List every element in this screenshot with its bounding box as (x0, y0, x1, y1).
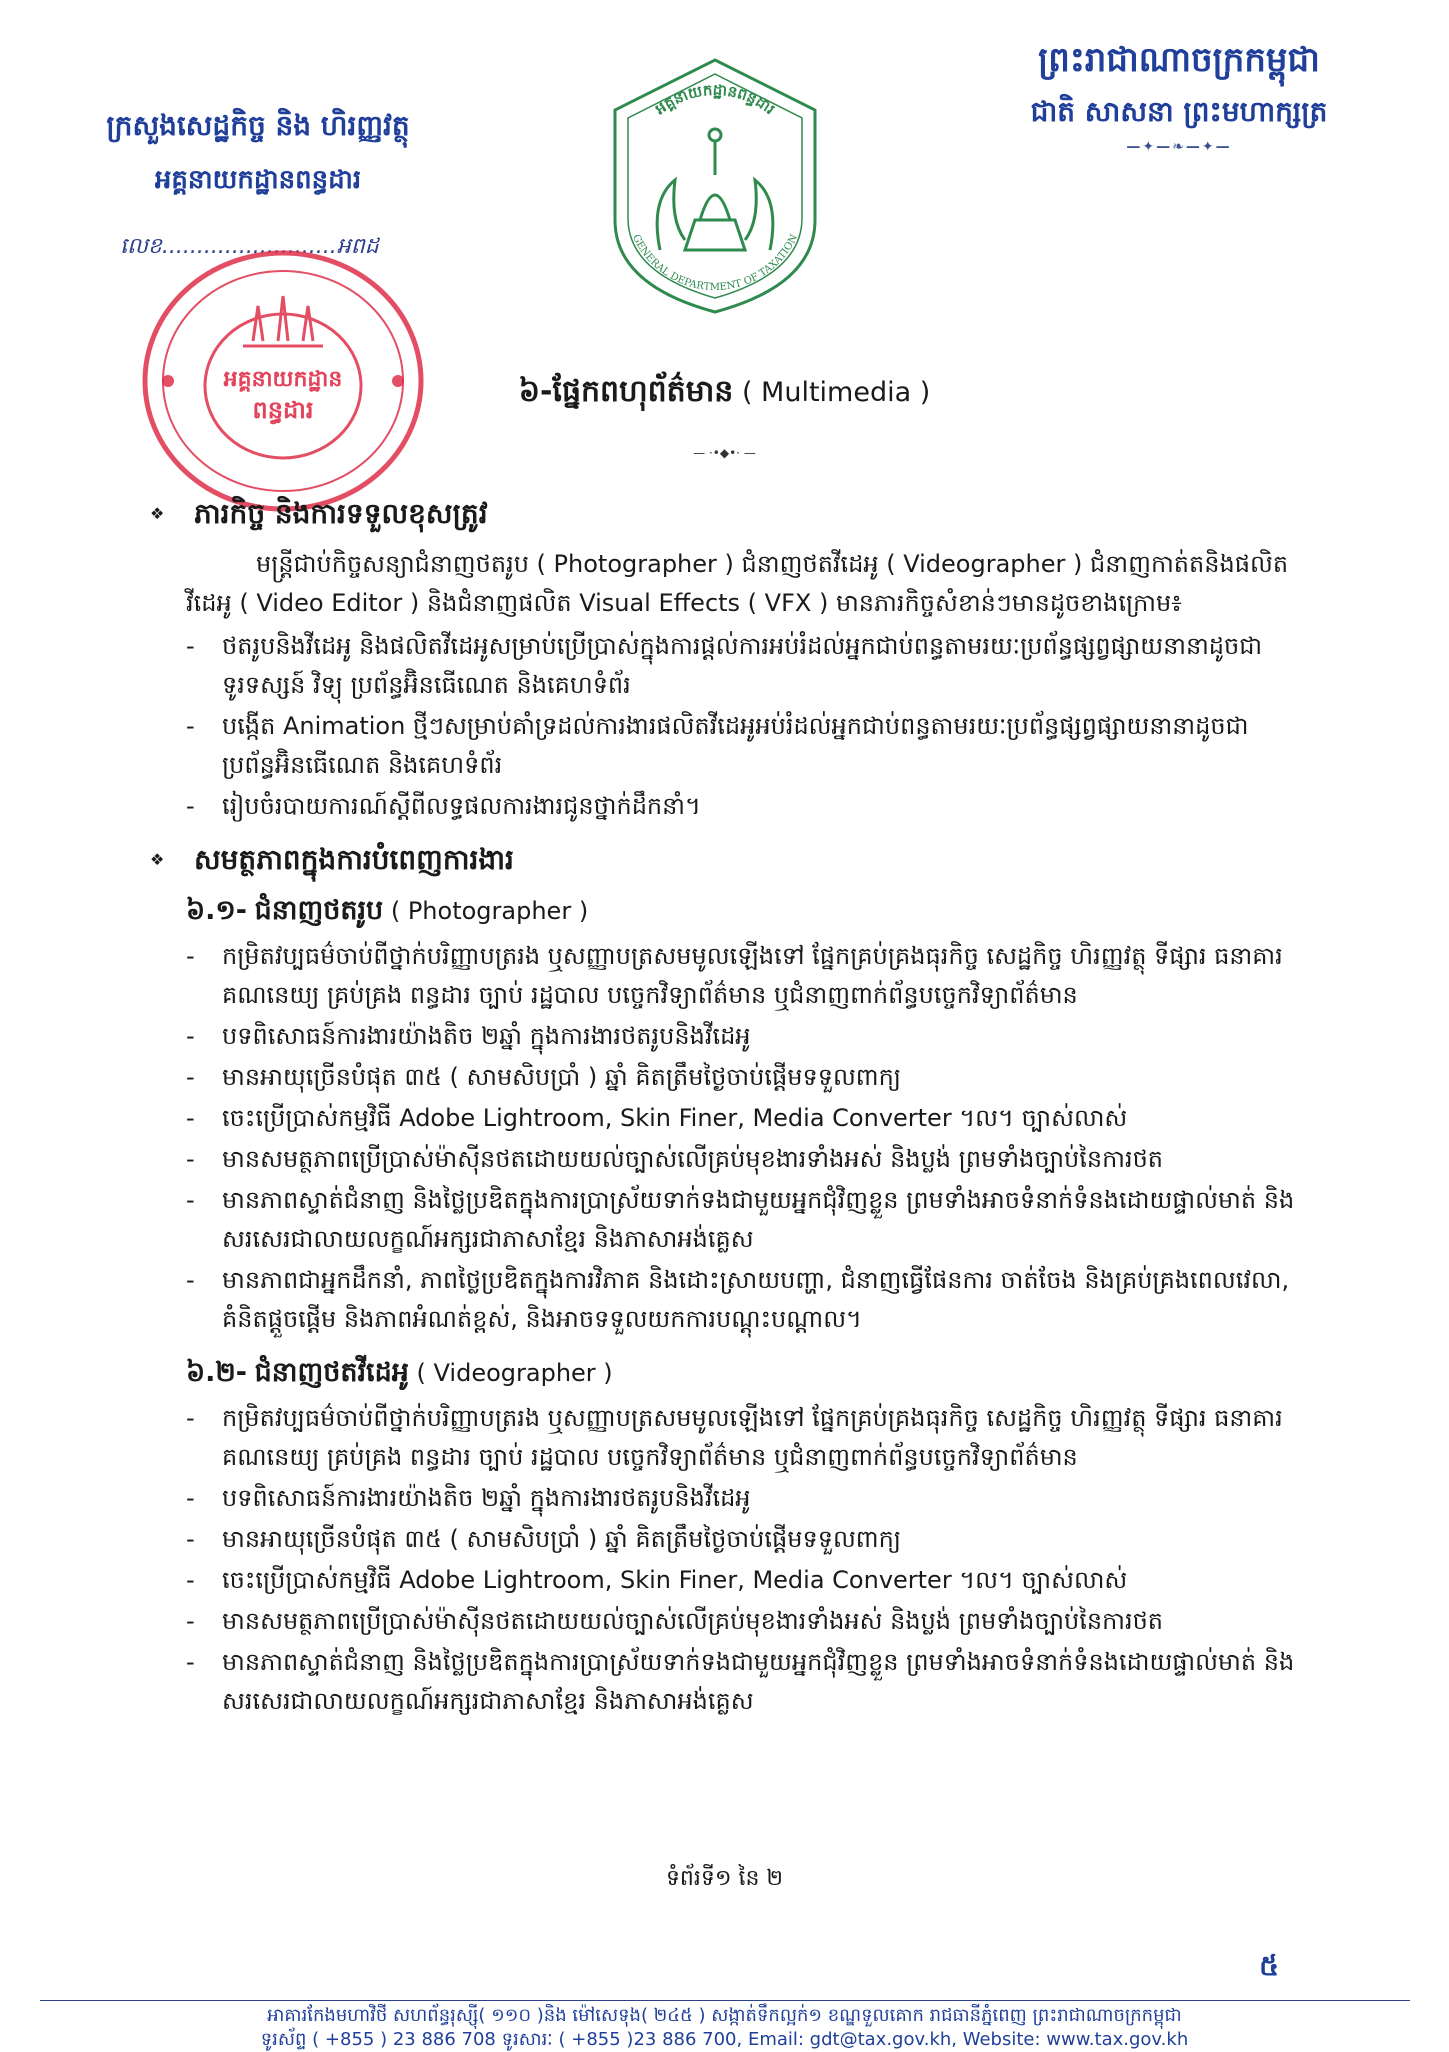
emblem-icon (600, 50, 830, 320)
list-item: - ចេះប្រើប្រាស់កម្មវិធី Adobe Lightroom, Skin Finer, Media Converter ។ល។ ច្បាស់លាស់ (186, 1561, 1320, 1600)
list-item: - បទពិសោធន៍ការងារយ៉ាងតិច ២ឆ្នាំ ក្នុងការងារថតរូបនិងវីដេអូ (186, 1017, 1320, 1056)
subsection-title: ជំនាញថតរូប (254, 895, 384, 926)
kingdom-ornament: —✦—❧—✦— (1126, 139, 1232, 155)
subsection-english: ( Photographer ) (390, 897, 589, 925)
title-english: ( Multimedia ) (741, 377, 931, 408)
list-item: - បង្កើត Animation ថ្មីៗសម្រាប់គាំទ្រដល់ការងារផលិតវីដេអូអប់រំដល់អ្នកជាប់ពន្ធតាមរយៈប្រព័ន្ធផ្សព្វផ្សាយនានាដូចជា ប្រព័ន្ធអ៊ិនធើណេត និងគេហទំព័រ (186, 707, 1320, 785)
list-item: - មានភាពស្ទាត់ជំនាញ និងថ្លៃប្រឌិតក្នុងការប្រាស្រ័យទាក់ទងជាមួយអ្នកជុំវិញខ្លួន ព្រមទាំងអាចទំនាក់ទំនងដោយផ្ទាល់មាត់ និងសរសេរជាលាយលក្ខណ៍អក្សរជាភាសាខ្មែរ និងភាសាអង់គ្លេស (186, 1643, 1320, 1721)
footer-address: អាគារកែងមហាវិថី សហព័ន្ធរុស្ស៊ី( ១១០ )និង ម៉ៅសេទុង( ២៤៥ ) សង្កាត់ទឹកល្អក់១ ខណ្ឌទួលគោក រាជធានីភ្នំពេញ ព្រះរាជាណាចក្រកម្ពុជា (267, 2005, 1182, 2026)
list-item: - មានសមត្ថភាពប្រើប្រាស់ម៉ាស៊ីនថតដោយយល់ច្បាស់លើគ្រប់មុខងារទាំងអស់ និងប្លង់ ព្រមទាំងច្បាប់នៃការថត (186, 1140, 1320, 1179)
subsection-title: ជំនាញថតវីដេអូ (254, 1357, 409, 1388)
list-item: - មានសមត្ថភាពប្រើប្រាស់ម៉ាស៊ីនថតដោយយល់ច្បាស់លើគ្រប់មុខងារទាំងអស់ និងប្លង់ ព្រមទាំងច្បាប់នៃការថត (186, 1602, 1320, 1641)
videographer-requirements (186, 1399, 1320, 1721)
stamp-text-2: ពន្ធដារ (252, 396, 314, 424)
section-heading-duties (150, 494, 1320, 533)
svg-text:GENERAL DEPARTMENT OF TAXATION (630, 233, 800, 293)
list-item: - ថតរូបនិងវីដេអូ និងផលិតវីដេអូសម្រាប់ប្រើប្រាស់ក្នុងការផ្តល់ការអប់រំដល់អ្នកជាប់ពន្ធតាមរយៈប្រព័ន្ធផ្សព្វផ្សាយនានាដូចជា ទូរទស្សន៍ វិទ្យុ ប្រព័ន្ធអ៊ិនធើណេត និងគេហទំព័រ (186, 627, 1320, 705)
title-khmer: ៦-ផ្នែកពហុព័ត៌មាន (518, 374, 734, 409)
duties-list (186, 627, 1320, 826)
footer-divider (40, 2000, 1410, 2001)
list-item: - មានភាពជាអ្នកដឹកនាំ, ភាពថ្លៃប្រឌិតក្នុងការវិភាគ និងដោះស្រាយបញ្ហា, ជំនាញធ្វើផែនការ ចាត់ចែង និងគ្រប់គ្រងពេលវេលា, គំនិតផ្តួចផ្តើម និងភាពអំណត់ខ្ពស់, និងអាចទទួលយកការបណ្តុះបណ្តាល។ (186, 1261, 1320, 1339)
list-item: - កម្រិតវប្បធម៌ចាប់ពីថ្នាក់បរិញ្ញាបត្ររង ឬសញ្ញាបត្រសមមូលឡើងទៅ ផ្នែកគ្រប់គ្រងធុរកិច្ច សេដ្ឋកិច្ច ហិរញ្ញវត្ថុ ទីផ្សារ ធនាគារ គណនេយ្យ គ្រប់គ្រង ពន្ធដារ ច្បាប់ រដ្ឋបាល បច្ចេកវិទ្យាព័ត៌មាន ឬជំនាញពាក់ព័ន្ធបច្ចេកវិទ្យាព័ត៌មាន (186, 937, 1320, 1015)
subsection-heading-photographer (186, 891, 1320, 931)
kingdom-title: ព្រះរាជាណាចក្រកម្ពុជា (1038, 40, 1320, 80)
section-heading-text: សមត្ថភាពក្នុងការបំពេញការងារ (194, 843, 514, 876)
document-title (0, 372, 1449, 416)
list-item: - កម្រិតវប្បធម៌ចាប់ពីថ្នាក់បរិញ្ញាបត្ររង ឬសញ្ញាបត្រសមមូលឡើងទៅ ផ្នែកគ្រប់គ្រងធុរកិច្ច សេដ្ឋកិច្ច ហិរញ្ញវត្ថុ ទីផ្សារ ធនាគារ គណនេយ្យ គ្រប់គ្រង ពន្ធដារ ច្បាប់ រដ្ឋបាល បច្ចេកវិទ្យាព័ត៌មាន ឬជំនាញពាក់ព័ន្ធបច្ចេកវិទ្យាព័ត៌មាន (186, 1399, 1320, 1477)
document-body (150, 488, 1320, 1735)
list-item: - បទពិសោធន៍ការងារយ៉ាងតិច ២ឆ្នាំ ក្នុងការងារថតរូបនិងវីដេអូ (186, 1479, 1320, 1518)
diamond-bullet-icon: ❖ (150, 850, 165, 869)
department-emblem (600, 50, 830, 320)
kingdom-motto: ជាតិ សាសនា ព្រះមហាក្សត្រ (1030, 95, 1328, 128)
section-heading-text: ភារកិច្ច និងការទទួលខុសត្រូវ (194, 497, 488, 530)
kingdom-header (969, 38, 1389, 155)
emblem-bottom-text: GENERAL DEPARTMENT OF TAXATION (629, 232, 801, 294)
page-number: ទំព័រទី១ នៃ ២ (665, 1866, 784, 1891)
photographer-requirements (186, 937, 1320, 1339)
list-item: - រៀបចំរបាយការណ៍ស្តីពីលទ្ធផលការងារជូនថ្នាក់ដឹកនាំ។ (186, 787, 1320, 826)
subsection-number: ៦.២- (186, 1357, 248, 1388)
footer-contact: ទូរស័ព្ទ ( +855 ) 23 886 708 ទូរសារៈ ( +855 )23 886 700, Email: gdt@tax.gov.kh, Website: www.tax.gov.kh (260, 2029, 1189, 2050)
duties-intro: មន្ត្រីជាប់កិច្ចសន្យាជំនាញថតរូប ( Photographer ) ជំនាញថតវីដេអូ ( Videographer ) ជំនាញកាត់តនិងផលិតវីដេអូ ( Video Editor ) និងជំនាញផលិត Visual Effects ( VFX ) មានភារកិច្ចសំខាន់ៗមានដូចខាងក្រោម៖ (186, 550, 1289, 617)
emblem-top-text: អគ្គនាយកដ្ឋានពន្ធដារ (651, 80, 779, 119)
svg-text:អគ្គនាយកដ្ឋានពន្ធដារ (652, 81, 779, 119)
list-item: - មានអាយុច្រើនបំផុត ៣៥ ( សាមសិបប្រាំ ) ឆ្នាំ គិតត្រឹមថ្ងៃចាប់ផ្តើមទទួលពាក្យ (186, 1520, 1320, 1559)
footer (0, 2004, 1449, 2052)
diamond-bullet-icon: ❖ (150, 504, 165, 523)
ministry-header (48, 108, 468, 201)
department-name: អគ្គនាយកដ្ឋានពន្ធដារ (154, 165, 362, 195)
list-item: - ចេះប្រើប្រាស់កម្មវិធី Adobe Lightroom, Skin Finer, Media Converter ។ល។ ច្បាស់លាស់ (186, 1099, 1320, 1138)
title-ornament: — ·•◆•· — (693, 446, 756, 460)
reference-number: លេខ.........................អពដ (120, 234, 379, 259)
ministry-name: ក្រសួងសេដ្ឋកិច្ច និង ហិរញ្ញវត្ថុ (106, 109, 410, 142)
list-item: - មានអាយុច្រើនបំផុត ៣៥ ( សាមសិបប្រាំ ) ឆ្នាំ គិតត្រឹមថ្ងៃចាប់ផ្តើមទទួលពាក្យ (186, 1058, 1320, 1097)
stamp-text-1: អគ្គនាយកដ្ឋាន (223, 367, 343, 392)
section-heading-competencies (150, 840, 1320, 879)
handwritten-page-mark: ៥ (1259, 1949, 1279, 1982)
subsection-number: ៦.១- (186, 895, 248, 926)
subsection-heading-videographer (186, 1353, 1320, 1393)
subsection-english: ( Videographer ) (416, 1359, 613, 1387)
list-item: - មានភាពស្ទាត់ជំនាញ និងថ្លៃប្រឌិតក្នុងការប្រាស្រ័យទាក់ទងជាមួយអ្នកជុំវិញខ្លួន ព្រមទាំងអាចទំនាក់ទំនងដោយផ្ទាល់មាត់ និងសរសេរជាលាយលក្ខណ៍អក្សរជាភាសាខ្មែរ និងភាសាអង់គ្លេស (186, 1181, 1320, 1259)
